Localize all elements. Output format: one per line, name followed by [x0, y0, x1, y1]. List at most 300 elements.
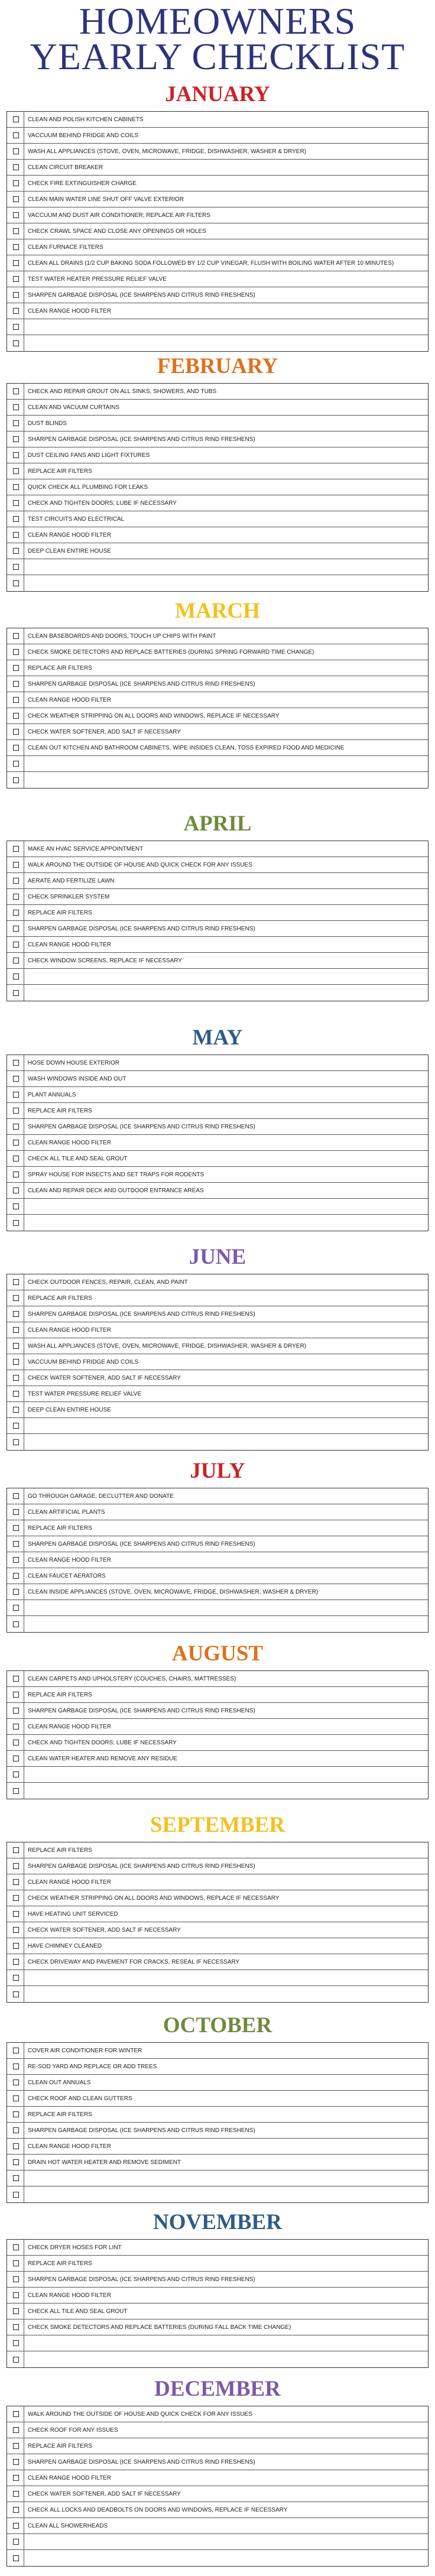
checklist-row[interactable]: [7, 1402, 428, 1418]
checkbox[interactable]: [13, 420, 19, 426]
checklist-row[interactable]: [7, 953, 428, 969]
checklist-row[interactable]: [7, 1906, 428, 1922]
checkbox[interactable]: [13, 2175, 19, 2181]
checkbox[interactable]: [13, 1621, 19, 1627]
checkbox[interactable]: [13, 1108, 19, 1114]
checklist-row[interactable]: [7, 400, 428, 416]
checklist-row[interactable]: [7, 1306, 428, 1322]
checklist-row[interactable]: [7, 969, 428, 985]
checkbox[interactable]: [13, 926, 19, 932]
checklist-row[interactable]: [7, 319, 428, 335]
checkbox[interactable]: [13, 2555, 19, 2561]
month-title: JANUARY: [165, 82, 270, 106]
month-title: NOVEMBER: [153, 2210, 282, 2234]
checkbox[interactable]: [13, 180, 19, 186]
checkbox[interactable]: [13, 1423, 19, 1429]
checkbox[interactable]: [13, 2064, 19, 2069]
checklist-row[interactable]: [7, 1520, 428, 1536]
checkbox[interactable]: [13, 484, 19, 490]
checkbox[interactable]: [13, 1927, 19, 1933]
checkbox[interactable]: [13, 1203, 19, 1209]
checklist-row[interactable]: [7, 1970, 428, 1986]
checkbox[interactable]: [13, 228, 19, 234]
checkbox[interactable]: [13, 532, 19, 538]
checklist-row[interactable]: [7, 543, 428, 559]
checklist-row[interactable]: [7, 1434, 428, 1450]
task-text: HOSE DOWN HOUSE EXTERIOR: [28, 1059, 120, 1066]
checkbox[interactable]: [13, 1788, 19, 1794]
checklist-row[interactable]: [7, 1322, 428, 1338]
checklist-row[interactable]: [7, 207, 428, 223]
checkbox[interactable]: [13, 436, 19, 442]
checklist-row[interactable]: [7, 841, 428, 857]
checklist-row[interactable]: [7, 1767, 428, 1783]
checklist-row[interactable]: [7, 559, 428, 575]
checklist-row[interactable]: [7, 937, 428, 953]
month-title: APRIL: [183, 812, 252, 836]
checklist-row[interactable]: [7, 1135, 428, 1151]
checklist-table: [7, 841, 428, 1001]
checklist-row[interactable]: [7, 1274, 428, 1290]
checkbox[interactable]: [13, 1343, 19, 1349]
task-text: REPLACE AIR FILTERS: [28, 468, 92, 475]
checkbox[interactable]: [13, 1605, 19, 1611]
checklist-row[interactable]: [7, 889, 428, 905]
checklist-row[interactable]: [7, 1338, 428, 1354]
checklist-row[interactable]: [7, 255, 428, 271]
checklist-row[interactable]: [7, 1890, 428, 1906]
checkbox[interactable]: [13, 468, 19, 474]
checklist-row[interactable]: [7, 2486, 428, 2502]
checkbox[interactable]: [13, 1991, 19, 1997]
checkbox[interactable]: [13, 2411, 19, 2417]
checkbox[interactable]: [13, 2443, 19, 2449]
checkbox[interactable]: [13, 132, 19, 138]
checkbox[interactable]: [13, 564, 19, 570]
task-text: CHECK WATER SOFTENER, ADD SALT IF NECESSARY: [28, 1374, 181, 1381]
checkbox[interactable]: [13, 633, 19, 639]
checklist-row[interactable]: [7, 2438, 428, 2454]
checkbox[interactable]: [13, 1391, 19, 1397]
checkbox[interactable]: [13, 2324, 19, 2330]
task-text: CLEAN INSIDE APPLIANCES (STOVE, OVEN, MICROWAVE, FRIDGE, DISHWASHER, WASHER & DRYER): [28, 1588, 319, 1595]
checklist-row[interactable]: [7, 2502, 428, 2518]
checkbox[interactable]: [13, 1724, 19, 1730]
checkbox[interactable]: [13, 452, 19, 458]
task-text: CHECK WATER SOFTENER, ADD SALT IF NECESSARY: [28, 2490, 181, 2497]
checkbox[interactable]: [13, 974, 19, 979]
checklist-row[interactable]: [7, 1719, 428, 1735]
checklist-row[interactable]: [7, 2304, 428, 2319]
checkbox[interactable]: [13, 1327, 19, 1333]
checkbox[interactable]: [13, 1439, 19, 1445]
checkbox[interactable]: [13, 1756, 19, 1761]
checklist-row[interactable]: [7, 2107, 428, 2123]
checklist-row[interactable]: [7, 1183, 428, 1199]
checklist-row[interactable]: [7, 1199, 428, 1215]
checklist-row[interactable]: [7, 287, 428, 303]
checklist-row[interactable]: [7, 239, 428, 255]
checkbox[interactable]: [13, 404, 19, 410]
checklist-row[interactable]: [7, 1552, 428, 1568]
checklist-row[interactable]: [7, 756, 428, 772]
checkbox[interactable]: [13, 1740, 19, 1746]
checklist-row[interactable]: [7, 416, 428, 432]
checkbox[interactable]: [13, 681, 19, 687]
checkbox[interactable]: [13, 2308, 19, 2314]
checkbox[interactable]: [13, 1220, 19, 1226]
checklist-row[interactable]: [7, 1386, 428, 1402]
checkbox[interactable]: [13, 713, 19, 719]
checklist-row[interactable]: [7, 223, 428, 239]
checkbox[interactable]: [13, 894, 19, 900]
checklist-row[interactable]: [7, 1568, 428, 1584]
checklist-row[interactable]: [7, 1783, 428, 1799]
checkbox[interactable]: [13, 388, 19, 394]
task-text: CHECK DRIVEWAY AND PAVEMENT FOR CRACKS, RESEAL IF NECESSARY: [28, 1958, 240, 1965]
checklist-row[interactable]: [7, 176, 428, 192]
checklist-row[interactable]: [7, 1842, 428, 1858]
checklist-table: [7, 2042, 428, 2203]
task-text: CHECK ROOF AND CLEAN GUTTERS: [28, 2095, 132, 2102]
checkbox[interactable]: [13, 116, 19, 122]
checklist-row[interactable]: [7, 2534, 428, 2550]
task-text: TEST WATER HEATER PRESSURE RELIEF VALVE: [28, 275, 167, 283]
checkbox[interactable]: [13, 2192, 19, 2198]
checkbox[interactable]: [13, 1188, 19, 1193]
checklist-row[interactable]: [7, 335, 428, 351]
checklist-row[interactable]: [7, 1055, 428, 1071]
checklist-row[interactable]: [7, 2422, 428, 2438]
checklist-row[interactable]: [7, 2288, 428, 2304]
checklist-row[interactable]: [7, 1354, 428, 1370]
checkbox[interactable]: [13, 2507, 19, 2513]
checkbox[interactable]: [13, 2095, 19, 2101]
checklist-row[interactable]: [7, 128, 428, 144]
checklist-row[interactable]: [7, 384, 428, 400]
task-text: CHECK WEATHER STRIPPING ON ALL DOORS AND WINDOWS, REPLACE IF NECESSARY: [28, 1894, 280, 1902]
checklist-row[interactable]: [7, 447, 428, 463]
checkbox[interactable]: [13, 1943, 19, 1949]
task-text: SHARPEN GARBAGE DISPOSAL (ICE SHARPENS AND CITRUS RIND FRESHENS): [28, 2127, 255, 2134]
checklist-row[interactable]: [7, 2155, 428, 2171]
checkbox[interactable]: [13, 2523, 19, 2529]
checklist-row[interactable]: [7, 857, 428, 873]
checkbox[interactable]: [13, 1895, 19, 1901]
checkbox[interactable]: [13, 2427, 19, 2433]
checkbox[interactable]: [13, 292, 19, 298]
checklist-row[interactable]: [7, 192, 428, 207]
checklist-row[interactable]: [7, 2059, 428, 2075]
task-text: CHECK WINDOW SCREENS, REPLACE IF NECESSARY: [28, 957, 182, 964]
checkbox[interactable]: [13, 1375, 19, 1381]
checkbox[interactable]: [13, 164, 19, 170]
checkbox[interactable]: [13, 548, 19, 554]
task-text: CLEAN CIRCUIT BREAKER: [28, 164, 103, 171]
task-text: CLEAN ARTIFICIAL PLANTS: [28, 1508, 105, 1516]
task-text: VACCUUM AND DUST AIR CONDITIONER; REPLACE AIR FILTERS: [28, 212, 210, 219]
checkbox[interactable]: [13, 1279, 19, 1285]
checklist-row[interactable]: [7, 271, 428, 287]
checklist-row[interactable]: [7, 1938, 428, 1954]
checklist-row[interactable]: [7, 527, 428, 543]
checkbox[interactable]: [13, 665, 19, 671]
checkbox[interactable]: [13, 580, 19, 586]
task-text: GO THROUGH GARAGE, DECLUTTER AND DONATE: [28, 1493, 174, 1500]
checkbox[interactable]: [13, 2292, 19, 2298]
checkbox[interactable]: [13, 1541, 19, 1547]
checklist-row[interactable]: [7, 1584, 428, 1600]
task-text: CLEAN OUT ANNUALS: [28, 2079, 91, 2086]
checklist-table: [7, 383, 428, 592]
checkbox[interactable]: [13, 2244, 19, 2250]
checkbox[interactable]: [13, 990, 19, 996]
checklist-row[interactable]: [7, 676, 428, 692]
checklist-row[interactable]: [7, 1370, 428, 1386]
checklist-row[interactable]: [7, 2470, 428, 2486]
task-text: SHARPEN GARBAGE DISPOSAL (ICE SHARPENS AND CITRUS RIND FRESHENS): [28, 1707, 255, 1714]
checklist-row[interactable]: [7, 660, 428, 676]
checkbox[interactable]: [13, 1311, 19, 1317]
checkbox[interactable]: [13, 2159, 19, 2165]
checkbox[interactable]: [13, 2340, 19, 2346]
checklist-row[interactable]: [7, 495, 428, 511]
checklist-row[interactable]: [7, 1751, 428, 1767]
task-text: CLEAN RANGE HOOD FILTER: [28, 307, 111, 314]
checkbox[interactable]: [13, 1959, 19, 1965]
checklist-row[interactable]: [7, 2240, 428, 2256]
checkbox[interactable]: [13, 244, 19, 250]
checklist-row[interactable]: [7, 1858, 428, 1874]
checklist-row[interactable]: [7, 2091, 428, 2107]
checkbox[interactable]: [13, 1092, 19, 1098]
checkbox[interactable]: [13, 1060, 19, 1066]
checklist-row[interactable]: [7, 1488, 428, 1504]
task-text: REPLACE AIR FILTERS: [28, 1847, 92, 1854]
checkbox[interactable]: [13, 2491, 19, 2497]
checklist-row[interactable]: [7, 921, 428, 937]
checklist-row[interactable]: [7, 1071, 428, 1087]
month-title: AUGUST: [171, 1641, 264, 1666]
checklist-row[interactable]: [7, 432, 428, 447]
checklist-row[interactable]: [7, 2123, 428, 2139]
task-text: HAVE HEATING UNIT SERVICED: [28, 1910, 118, 1918]
checklist-row[interactable]: [7, 1616, 428, 1632]
checklist-row[interactable]: [7, 985, 428, 1001]
checkbox[interactable]: [13, 1692, 19, 1698]
checkbox[interactable]: [13, 649, 19, 655]
checklist-row[interactable]: [7, 1087, 428, 1103]
checkbox[interactable]: [13, 1525, 19, 1531]
checklist-table: [7, 1488, 428, 1633]
checklist-row[interactable]: [7, 644, 428, 660]
checklist-row[interactable]: [7, 463, 428, 479]
checkbox[interactable]: [13, 2357, 19, 2363]
checkbox[interactable]: [13, 500, 19, 506]
checklist-row[interactable]: [7, 575, 428, 591]
checkbox[interactable]: [13, 942, 19, 948]
checklist-row[interactable]: [7, 1418, 428, 1434]
checklist-row[interactable]: [7, 873, 428, 889]
checkbox[interactable]: [13, 1076, 19, 1082]
month-section-march: [0, 598, 435, 789]
checklist-row[interactable]: [7, 1671, 428, 1687]
checkbox[interactable]: [13, 958, 19, 963]
checkbox[interactable]: [13, 2143, 19, 2149]
task-text: CHECK WATER SOFTENER, ADD SALT IF NECESSARY: [28, 1926, 181, 1933]
task-text: SHARPEN GARBAGE DISPOSAL (ICE SHARPENS AND CITRUS RIND FRESHENS): [28, 1863, 255, 1870]
checklist-row[interactable]: [7, 1986, 428, 2002]
checklist-row[interactable]: [7, 1922, 428, 1938]
checkbox[interactable]: [13, 745, 19, 751]
checklist-row[interactable]: [7, 724, 428, 740]
checklist-row[interactable]: [7, 1954, 428, 1970]
checkbox[interactable]: [13, 1573, 19, 1579]
checklist-row[interactable]: [7, 2075, 428, 2091]
checklist-row[interactable]: [7, 1215, 428, 1231]
checkbox[interactable]: [13, 324, 19, 330]
checklist-row[interactable]: [7, 1151, 428, 1167]
task-text: CHECK AND TIGHTEN DOORS; LUBE IF NECESSARY: [28, 1739, 177, 1746]
checkbox[interactable]: [13, 2079, 19, 2085]
checkbox[interactable]: [13, 1676, 19, 1682]
checklist-row[interactable]: [7, 2043, 428, 2059]
task-text: REPLACE AIR FILTERS: [28, 2260, 92, 2267]
task-text: CLEAN OUT KITCHEN AND BATHROOM CABINETS, WIPE INSIDES CLEAN, TOSS EXPIRED FOOD AND MEDICINE: [28, 744, 345, 751]
checkbox[interactable]: [13, 1509, 19, 1515]
checklist-row[interactable]: [7, 303, 428, 319]
checklist-row[interactable]: [7, 2186, 428, 2202]
checklist-row[interactable]: [7, 1504, 428, 1520]
checkbox[interactable]: [13, 1156, 19, 1162]
task-text: CLEAN ALL SHOWERHEADS: [28, 2522, 108, 2529]
task-text: WALK AROUND THE OUTSIDE OF HOUSE AND QUICK CHECK FOR ANY ISSUES: [28, 2410, 252, 2418]
checklist-row[interactable]: [7, 905, 428, 921]
month-section-june: [0, 1244, 435, 1451]
checkbox[interactable]: [13, 148, 19, 154]
checklist-row[interactable]: [7, 772, 428, 788]
task-text: CHECK SMOKE DETECTORS AND REPLACE BATTERIES (DURING FALL BACK TIME CHANGE): [28, 2324, 291, 2331]
checkbox[interactable]: [13, 1863, 19, 1869]
checklist-row[interactable]: [7, 1703, 428, 1719]
checkbox[interactable]: [13, 1359, 19, 1365]
checkbox[interactable]: [13, 1879, 19, 1885]
checkbox[interactable]: [13, 1975, 19, 1981]
checklist-row[interactable]: [7, 2335, 428, 2351]
checkbox[interactable]: [13, 729, 19, 735]
checklist-row[interactable]: [7, 2319, 428, 2335]
checklist-row[interactable]: [7, 2406, 428, 2422]
checkbox[interactable]: [13, 2048, 19, 2053]
checkbox[interactable]: [13, 1124, 19, 1130]
checkbox[interactable]: [13, 2539, 19, 2545]
task-text: CLEAN RANGE HOOD FILTER: [28, 2143, 111, 2150]
checkbox[interactable]: [13, 777, 19, 783]
checklist-row[interactable]: [7, 1290, 428, 1306]
task-text: CLEAN RANGE HOOD FILTER: [28, 941, 111, 948]
checklist-row[interactable]: [7, 479, 428, 495]
checklist-row[interactable]: [7, 692, 428, 708]
checklist-row[interactable]: [7, 1735, 428, 1751]
task-text: SPRAY HOUSE FOR INSECTS AND SET TRAPS FOR RODENTS: [28, 1171, 204, 1178]
checklist-row[interactable]: [7, 1536, 428, 1552]
task-text: PLANT ANNUALS: [28, 1091, 76, 1098]
month-title: MAY: [192, 1026, 243, 1050]
checklist-row[interactable]: [7, 1874, 428, 1890]
checklist-table: [7, 111, 428, 352]
checklist-row[interactable]: [7, 708, 428, 724]
checkbox[interactable]: [13, 2475, 19, 2481]
checklist-row[interactable]: [7, 1119, 428, 1135]
task-text: REPLACE AIR FILTERS: [28, 1691, 92, 1698]
checkbox[interactable]: [13, 1911, 19, 1917]
checklist-row[interactable]: [7, 2454, 428, 2470]
checkbox[interactable]: [13, 761, 19, 767]
checklist-row[interactable]: [7, 2171, 428, 2186]
checkbox[interactable]: [13, 1407, 19, 1413]
checkbox[interactable]: [13, 276, 19, 282]
checkbox[interactable]: [13, 1295, 19, 1301]
checkbox[interactable]: [13, 878, 19, 884]
checklist-row[interactable]: [7, 1167, 428, 1183]
task-text: CLEAN MAIN WATER LINE SHUT OFF VALVE EXTERIOR: [28, 196, 184, 203]
checklist-row[interactable]: [7, 1600, 428, 1616]
checkbox[interactable]: [13, 1772, 19, 1777]
task-text: CLEAN RANGE HOOD FILTER: [28, 2474, 111, 2481]
checkbox[interactable]: [13, 340, 19, 346]
checkbox[interactable]: [13, 2127, 19, 2133]
checkbox[interactable]: [13, 1708, 19, 1714]
checklist-row[interactable]: [7, 160, 428, 176]
month-section-april: [0, 811, 435, 1001]
checkbox[interactable]: [13, 1493, 19, 1499]
checkbox[interactable]: [13, 260, 19, 266]
checkbox[interactable]: [13, 2260, 19, 2266]
checkbox[interactable]: [13, 196, 19, 202]
checkbox[interactable]: [13, 516, 19, 522]
checkbox[interactable]: [13, 2276, 19, 2282]
checklist-row[interactable]: [7, 2272, 428, 2288]
checklist-row[interactable]: [7, 112, 428, 128]
task-text: CLEAN RANGE HOOD FILTER: [28, 2292, 111, 2299]
checkbox[interactable]: [13, 1589, 19, 1595]
checklist-row[interactable]: [7, 740, 428, 756]
checklist-row[interactable]: [7, 1687, 428, 1703]
checklist-row[interactable]: [7, 2256, 428, 2272]
checkbox[interactable]: [13, 846, 19, 852]
checkbox[interactable]: [13, 1847, 19, 1853]
checkbox[interactable]: [13, 2111, 19, 2117]
task-text: CLEAN FURNACE FILTERS: [28, 244, 103, 251]
checkbox[interactable]: [13, 910, 19, 916]
checkbox[interactable]: [13, 1172, 19, 1177]
checklist-row[interactable]: [7, 628, 428, 644]
checklist-row[interactable]: [7, 1103, 428, 1119]
checkbox[interactable]: [13, 862, 19, 868]
checklist-row[interactable]: [7, 2351, 428, 2367]
checklist-row[interactable]: [7, 2139, 428, 2155]
checkbox[interactable]: [13, 212, 19, 218]
checkbox[interactable]: [13, 308, 19, 314]
checklist-row[interactable]: [7, 2518, 428, 2534]
checkbox[interactable]: [13, 1140, 19, 1146]
checklist-row[interactable]: [7, 2550, 428, 2566]
checklist-row[interactable]: [7, 144, 428, 160]
checklist-row[interactable]: [7, 511, 428, 527]
checkbox[interactable]: [13, 697, 19, 703]
checkbox[interactable]: [13, 2459, 19, 2465]
checkbox[interactable]: [13, 1557, 19, 1563]
